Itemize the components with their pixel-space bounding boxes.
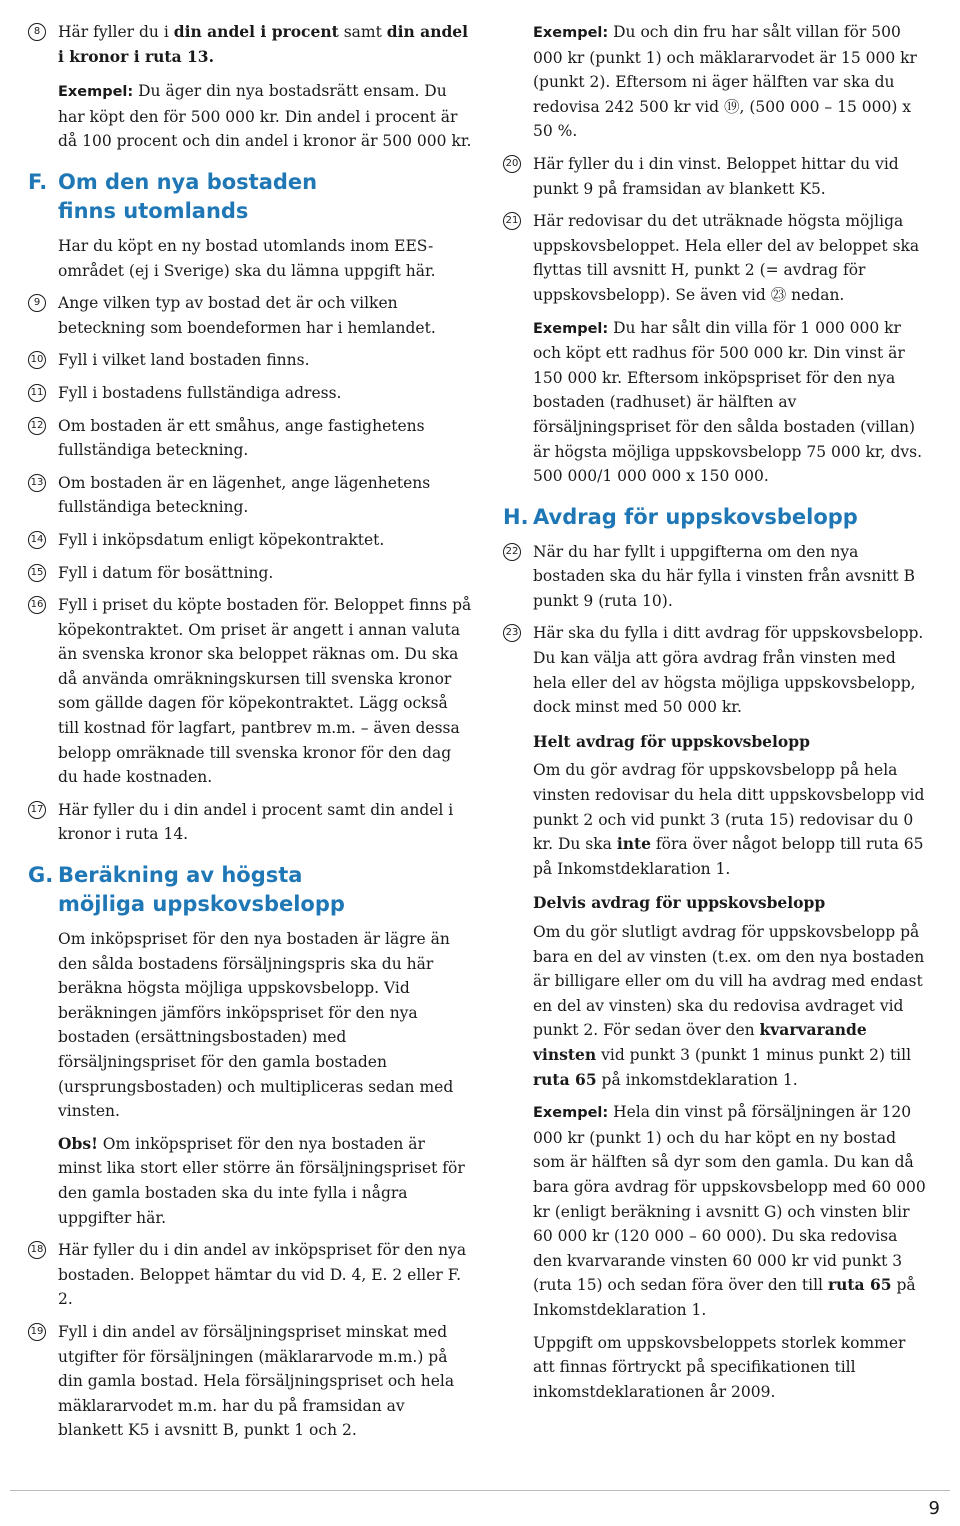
section-g-intro: Om inköpspriset för den nya bostaden är lägre än den sålda bostadens försäljningspris ska du här beräkna högsta möjliga uppskovsbelopp. Vid beräkningen jämförs inköpspriset för den nya bostaden (ersättningsbostaden) med försäljningspriset för den gamla bostaden (ursprungsbostaden) och multipliceras sedan med vinsten. xyxy=(58,930,454,1121)
section-f-heading: F. Om den nya bostaden finns utomlands xyxy=(28,169,318,223)
item-9: 9 Ange vilken typ av bostad det är och vilken beteckning som boendeformen har i hemlandet. xyxy=(28,291,473,340)
right-column xyxy=(503,20,928,1412)
item-16: 16 Fyll i priset du köpte bostaden för. Beloppet finns på köpekontraktet. Om priset är angett i annan valuta än svenska kronor ska beloppet räknas om. Du ska då använda omräkningskursen till svenska kronor som gällde dagen för köpekontraktet. Lägg också till kostnad för lagfart, pantbrev m.m. – även dessa belopp omräknade till svenska kronor för den dag du hade kostnaden. xyxy=(28,593,473,790)
item-number-badge: 15 xyxy=(28,564,46,582)
final-note: Uppgift om uppskovsbeloppets storlek kommer att finnas förtryckt på specifikationen till inkomstdeklarationen år 2009. xyxy=(533,1333,906,1401)
item-19: 19 Fyll i din andel av försäljningspriset minskat med utgifter för försäljningen (mäklararvode m.m.) på din gamla bostad. Hela försäljningspriset och hela mäklararvodet m.m. har du på framsidan av blankett K5 i avsnitt B, punkt 1 och 2. xyxy=(28,1320,473,1443)
item-number-badge: 23 xyxy=(503,624,521,642)
delvis-avdrag-heading: Delvis avdrag för uppskovsbelopp xyxy=(533,893,826,913)
item-15: 15 Fyll i datum för bosättning. xyxy=(28,561,473,586)
item-number-badge: 21 xyxy=(503,212,521,230)
obs-note: Obs! Om inköpspriset för den nya bostaden är minst lika stort eller större än försäljningspriset för den gamla bostaden ska du inte fylla i några uppgifter här. xyxy=(58,1133,465,1227)
example-3: Exempel: Du har sålt din villa för 1 000 000 kr och köpt ett radhus för 500 000 kr. Din vinst är 150 000 kr. Eftersom inköpspriset för den nya bostaden (radhuset) är hälften av försäljningspriset för den sålda bostaden (villan) är högsta möjliga uppskovsbelopp 75 000 kr, dvs. 500 000/1 000 000 x 150 000. xyxy=(533,318,923,486)
item-20: 20 Här fyller du i din vinst. Beloppet hittar du vid punkt 9 på framsidan av blankett K5. xyxy=(503,152,928,201)
item-number-badge: 11 xyxy=(28,384,46,402)
item-17: 17 Här fyller du i din andel i procent samt din andel i kronor i ruta 14. xyxy=(28,798,473,847)
section-g-heading: G. Beräkning av högsta möjliga uppskovsbelopp xyxy=(28,863,345,917)
footer-divider xyxy=(10,1490,950,1491)
item-number-badge: 16 xyxy=(28,596,46,614)
item-23: 23 Här ska du fylla i ditt avdrag för uppskovsbelopp. Du kan välja att göra avdrag från vinsten med hela eller del av högsta möjliga uppskovsbelopp, dock minst med 50 000 kr. xyxy=(503,621,928,719)
item-number-badge: 20 xyxy=(503,155,521,173)
item-number-badge: 8 xyxy=(28,23,46,41)
item-13: 13 Om bostaden är en lägenhet, ange lägenhetens fullständiga beteckning. xyxy=(28,471,473,520)
example-4: Exempel: Hela din vinst på försäljningen är 120 000 kr (punkt 1) och du har köpt en ny bostad som är hälften så dyr som den gamla. Du kan då bara göra avdrag för uppskovsbelopp med 60 000 kr (enligt beräkning i avsnitt G) och vinsten blir 60 000 kr (120 000 – 60 000). Du ska redovisa den kvarvarande vinsten 60 000 kr vid punkt 3 (ruta 15) och sedan föra över den till ruta 65 på Inkomstdeklaration 1. xyxy=(533,1103,926,1319)
section-f-intro: Har du köpt en ny bostad utomlands inom EES-området (ej i Sverige) ska du lämna uppgift här. xyxy=(58,236,436,280)
example-1: Exempel: Du äger din nya bostadsrätt ensam. Du har köpt den för 500 000 kr. Din andel i procent är då 100 procent och din andel i kronor är 500 000 kr. xyxy=(58,82,472,151)
item-number-badge: 18 xyxy=(28,1241,46,1259)
delvis-avdrag-text: Om du gör slutligt avdrag för uppskovsbelopp på bara en del av vinsten (t.ex. om den nya bostaden är billigare eller om du vill ha avdrag med endast en del av vinsten) ska du redovisa avdraget vid punkt 2. För sedan över den kvarvarande vinsten vid punkt 3 (punkt 1 minus punkt 2) till ruta 65 på inkomstdeklaration 1. xyxy=(533,923,925,1089)
item-11: 11 Fyll i bostadens fullständiga adress. xyxy=(28,381,473,406)
item-number-badge: 14 xyxy=(28,531,46,549)
page-number: 9 xyxy=(928,1498,940,1519)
item-21: 21 Här redovisar du det uträknade högsta möjliga uppskovsbeloppet. Hela eller del av beloppet ska flyttas till avsnitt H, punkt 2 (= avdrag för uppskovsbelopp). Se även vid ㉓ nedan. xyxy=(503,209,928,307)
item-number-badge: 13 xyxy=(28,474,46,492)
item-22: 22 När du har fyllt i uppgifterna om den nya bostaden ska du här fylla i vinsten från avsnitt B punkt 9 (ruta 10). xyxy=(503,540,928,614)
item-number-badge: 9 xyxy=(28,294,46,312)
item-number-badge: 19 xyxy=(28,1323,46,1341)
item-8 xyxy=(28,20,473,154)
item-number-badge: 17 xyxy=(28,801,46,819)
section-h-heading: H. Avdrag för uppskovsbelopp xyxy=(503,504,858,529)
item-number-badge: 10 xyxy=(28,351,46,369)
item-10: 10 Fyll i vilket land bostaden finns. xyxy=(28,348,473,373)
left-column xyxy=(28,20,473,1451)
item-number-badge: 22 xyxy=(503,543,521,561)
item-number-badge: 12 xyxy=(28,417,46,435)
example-2: Exempel: Du och din fru har sålt villan för 500 000 kr (punkt 1) och mäklararvodet är 15 000 kr (punkt 2). Eftersom ni äger hälften var ska du redovisa 242 500 kr vid ⑲, (500 000 – 15 000) x 50 %. xyxy=(533,23,917,141)
item-18: 18 Här fyller du i din andel av inköpspriset för den nya bostaden. Beloppet hämtar du vid D. 4, E. 2 eller F. 2. xyxy=(28,1238,473,1312)
helt-avdrag-text: Om du gör avdrag för uppskovsbelopp på hela vinsten redovisar du hela ditt uppskovsbelopp vid punkt 2 och vid punkt 3 (ruta 15) redovisar du 0 kr. Du ska inte föra över något belopp till ruta 65 på Inkomstdeklaration 1. xyxy=(533,761,925,878)
helt-avdrag-heading: Helt avdrag för uppskovsbelopp xyxy=(533,731,810,751)
item-12: 12 Om bostaden är ett småhus, ange fastighetens fullständiga beteckning. xyxy=(28,414,473,463)
item-14: 14 Fyll i inköpsdatum enligt köpekontraktet. xyxy=(28,528,473,553)
item-8-text: Här fyller du i din andel i procent samt din andel i kronor i ruta 13. xyxy=(58,22,469,66)
